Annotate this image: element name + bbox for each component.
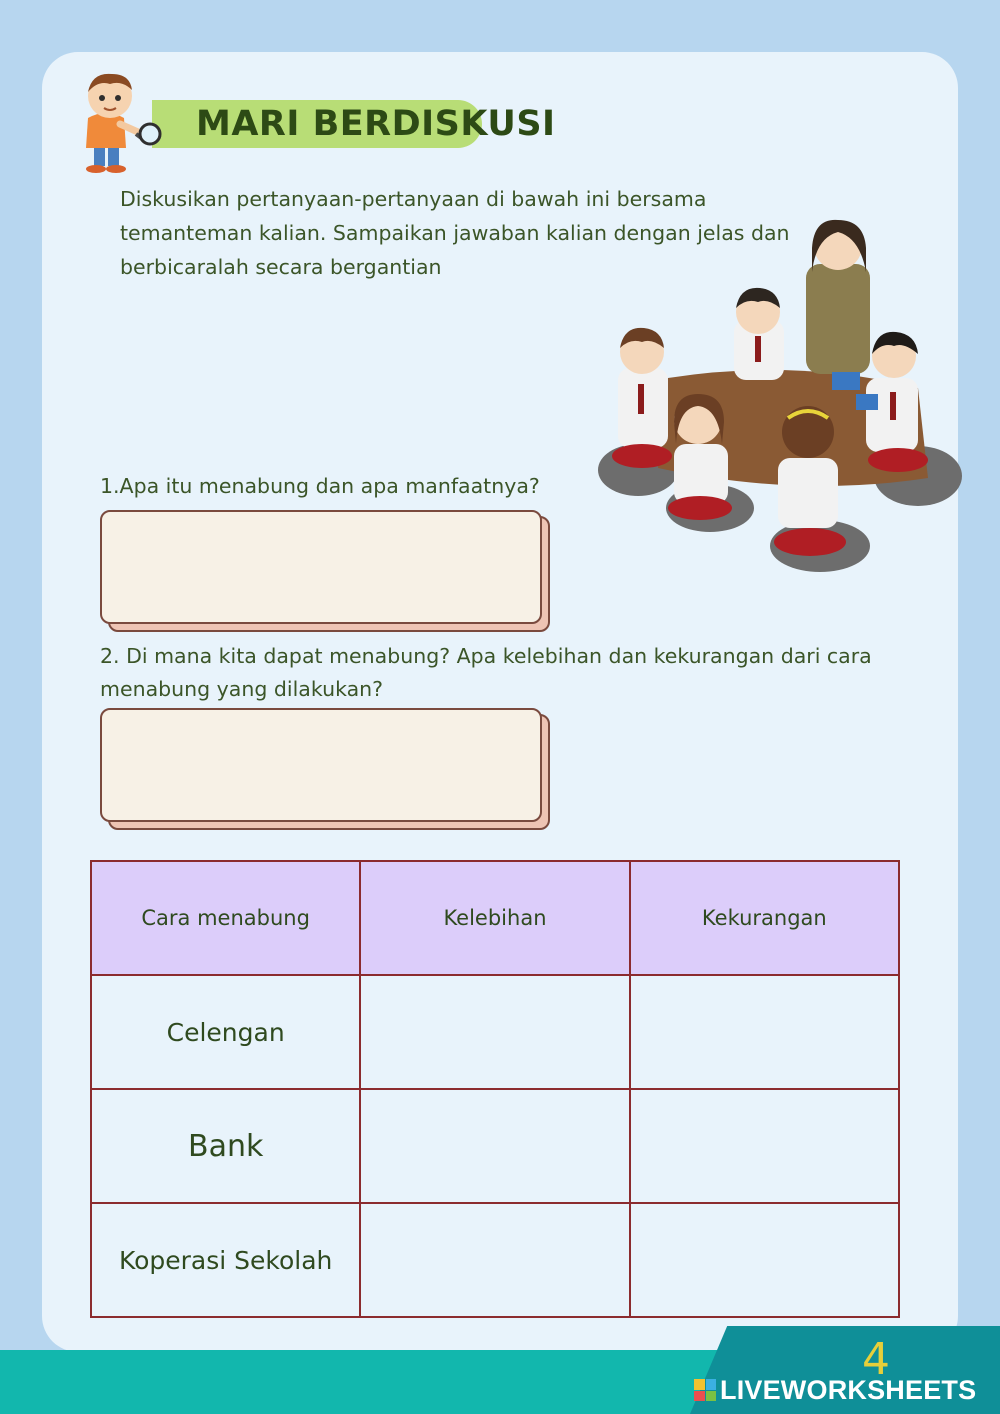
table-row [91,1089,899,1203]
celengan-kekurangan-input[interactable] [630,975,899,1089]
koperasi-kekurangan-input[interactable] [630,1203,899,1317]
table-row [91,975,899,1089]
header-cara-menabung: Cara menabung [91,861,360,975]
table-header-row [91,861,899,975]
row-label-celengan: Celengan [91,975,360,1089]
celengan-kelebihan-input[interactable] [360,975,629,1089]
header-kekurangan: Kekurangan [630,861,899,975]
boy-magnifier-icon [72,68,164,178]
logo-square [694,1379,705,1390]
answer-2-wrapper [100,708,552,832]
logo-square [706,1391,717,1402]
bank-kekurangan-input[interactable] [630,1089,899,1203]
answer-2-input[interactable] [100,708,542,822]
question-2: 2. Di mana kita dapat menabung? Apa kelebihan dan kekurangan dari cara menabung yang dilakukan? [100,644,872,701]
page-title: MARI BERDISKUSI [196,104,556,144]
row-label-koperasi-sekolah: Koperasi Sekolah [91,1203,360,1317]
answer-1-input[interactable] [100,510,542,624]
liveworksheets-logo-icon [694,1379,716,1401]
bank-kelebihan-input[interactable] [360,1089,629,1203]
classroom-discussion-icon [598,208,970,576]
saving-methods-table [90,860,900,1318]
row-label-bank: Bank [91,1089,360,1203]
table-row [91,1203,899,1317]
brand-name: LIVEWORKSHEETS [720,1374,977,1405]
intro-text: Diskusikan pertanyaan-pertanyaan di bawah ini bersama temanteman kalian. Sampaikan jawaban kalian dengan jelas dan berbicaralah secara bergantian [120,187,790,279]
logo-square [706,1379,717,1390]
koperasi-kelebihan-input[interactable] [360,1203,629,1317]
page-number: 4 [862,1334,890,1385]
question-1: 1.Apa itu menabung dan apa manfaatnya? [100,474,540,498]
logo-square [694,1391,705,1402]
answer-1-wrapper [100,510,552,634]
header-kelebihan: Kelebihan [360,861,629,975]
liveworksheets-brand[interactable] [694,1374,976,1406]
